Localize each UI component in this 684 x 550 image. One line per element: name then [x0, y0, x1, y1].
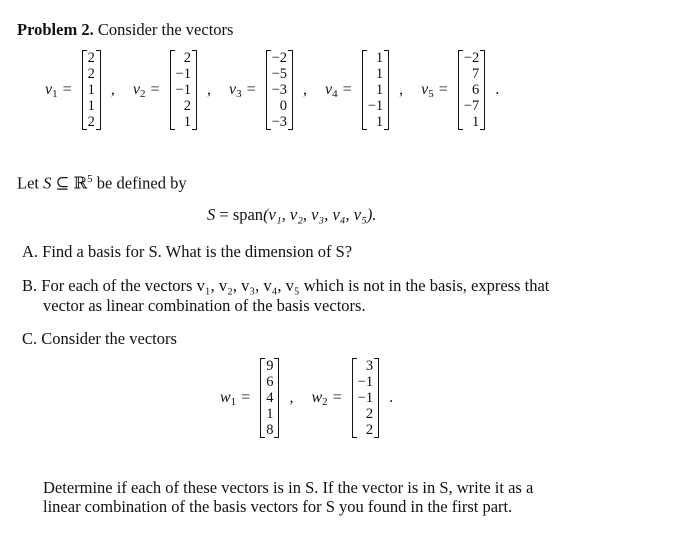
- v3-entry: −3: [271, 82, 288, 98]
- v2-label: $v_2$ =: [132, 80, 160, 100]
- part-c: [22, 329, 177, 349]
- v2-entry: 2: [183, 98, 191, 114]
- v1-entry: 2: [87, 114, 95, 130]
- part-a-text: Find a basis for S. What is the dimension of S?: [42, 242, 353, 261]
- comma: ,: [289, 389, 294, 406]
- part-c-follow2: linear combination of the basis vectors for S you found in the first part.: [43, 497, 513, 516]
- v1-label: $v_1$ =: [45, 80, 72, 100]
- v4-entry: 1: [375, 66, 384, 82]
- v4-entry: 1: [375, 82, 384, 98]
- w1-matrix: [260, 358, 279, 438]
- v3-label: $v_3$ =: [228, 80, 256, 100]
- v4-entry: −1: [367, 98, 384, 114]
- problem-label: Problem: [17, 20, 78, 39]
- w1-entry: 4: [266, 390, 274, 406]
- w-vectors-row: [220, 358, 399, 438]
- v4-label: $v_4$ =: [325, 80, 352, 100]
- problem-intro: Consider the vectors: [97, 20, 234, 39]
- period: .: [389, 389, 394, 406]
- w1-entry: 8: [266, 422, 274, 438]
- v4-entry: 1: [375, 50, 384, 66]
- w1-entry: 6: [266, 374, 274, 390]
- let-line: Let S ⊆ ℝ$^5$ be defined by: [17, 173, 187, 193]
- w1-entry: 1: [266, 406, 274, 422]
- w1-entry: 9: [266, 358, 274, 374]
- v2-matrix: [170, 50, 197, 130]
- v3-entry: −3: [271, 114, 288, 130]
- v5-matrix: [458, 50, 485, 130]
- part-c-follow1: Determine if each of these vectors is in S. If the vector is in S, write it as a: [43, 478, 534, 497]
- part-b-line2: vector as linear combination of the basis vectors.: [43, 296, 366, 315]
- comma: ,: [206, 81, 211, 98]
- v1-entry: 2: [87, 66, 95, 82]
- v-vectors-row: [45, 50, 505, 130]
- v3-entry: −5: [271, 66, 288, 82]
- part-a: [22, 242, 352, 262]
- v1-matrix: [82, 50, 101, 130]
- v5-entry: 7: [471, 66, 480, 82]
- part-a-label: A.: [22, 242, 39, 261]
- comma: ,: [399, 81, 404, 98]
- v3-matrix: [266, 50, 293, 130]
- part-c-label: C.: [22, 329, 38, 348]
- w2-matrix: [352, 358, 379, 438]
- v5-entry: 1: [471, 114, 480, 130]
- comma: ,: [303, 81, 308, 98]
- v4-matrix: [362, 50, 389, 130]
- w2-entry: −1: [357, 374, 374, 390]
- v5-entry: −2: [463, 50, 480, 66]
- part-b-line1: For each of the vectors v₁, v₂, v₃, v₄, v₅ which is not in the basis, express that: [41, 276, 550, 295]
- w2-entry: 3: [365, 358, 374, 374]
- v2-entry: −1: [175, 66, 191, 82]
- v2-entry: 1: [183, 114, 191, 130]
- comma: ,: [110, 81, 115, 98]
- v5-entry: −7: [463, 98, 480, 114]
- part-c-text: Consider the vectors: [41, 329, 177, 348]
- w1-label: $w_1$ =: [220, 388, 251, 408]
- v5-entry: 6: [471, 82, 480, 98]
- period: .: [495, 81, 500, 98]
- w2-entry: 2: [365, 422, 374, 438]
- v4-entry: 1: [375, 114, 384, 130]
- v1-entry: 1: [87, 82, 95, 98]
- part-b: [22, 276, 549, 296]
- span-equation: S = span(v₁, v₂, v₃, v₄, v₅).: [207, 205, 377, 224]
- v3-entry: −2: [271, 50, 288, 66]
- v5-label: $v_5$ =: [421, 80, 448, 100]
- w2-label: $w_2$ =: [311, 388, 342, 408]
- w2-entry: 2: [365, 406, 374, 422]
- v2-entry: −1: [175, 82, 191, 98]
- v3-entry: 0: [279, 98, 288, 114]
- v1-entry: 2: [87, 50, 95, 66]
- problem-number: 2.: [81, 20, 94, 39]
- v2-entry: 2: [183, 50, 191, 66]
- w2-entry: −1: [357, 390, 374, 406]
- problem-heading: [17, 20, 233, 40]
- part-b-label: B.: [22, 276, 38, 295]
- v1-entry: 1: [87, 98, 95, 114]
